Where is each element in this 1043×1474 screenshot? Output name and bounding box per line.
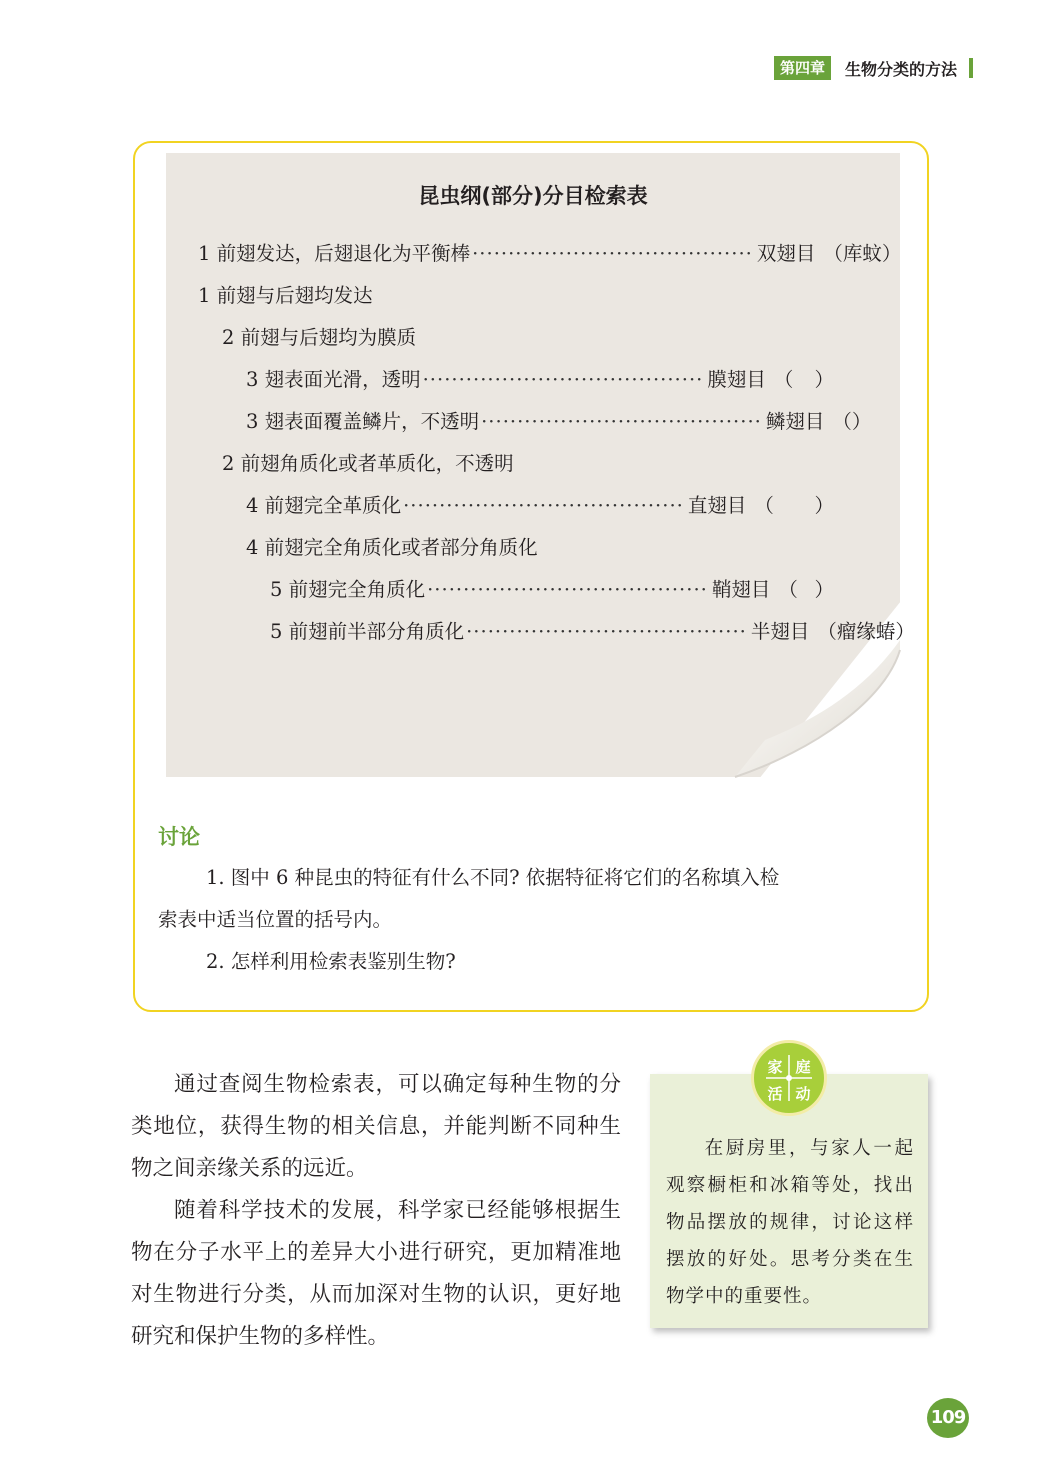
key-row-text: 5 前翅前半部分角质化 bbox=[270, 620, 465, 643]
key-row-fill: 瘤缘蝽 bbox=[836, 620, 896, 643]
key-row-leader: ······································· bbox=[403, 494, 684, 517]
body-text bbox=[131, 1064, 621, 1358]
body-paragraph-2: 随着科学技术的发展，科学家已经能够根据生物在分子水平上的差异大小进行研究，更加精准地对生物进行分类，从而加深对生物的认识，更好地研究和保护生物的多样性。 bbox=[131, 1198, 621, 1349]
chapter-bar bbox=[969, 58, 973, 78]
key-row bbox=[198, 239, 902, 269]
key-row-blank: （ ） bbox=[832, 410, 872, 433]
page-curl-icon bbox=[735, 640, 905, 780]
key-row-blank: （ ） bbox=[754, 494, 834, 517]
key-row-order: 鳞翅目 bbox=[765, 410, 825, 433]
key-row bbox=[246, 365, 834, 395]
badge-char: 家 bbox=[767, 1058, 783, 1076]
key-row bbox=[222, 449, 514, 479]
key-row-text: 5 前翅完全角质化 bbox=[270, 578, 426, 601]
chapter-badge: 第四章 bbox=[774, 56, 831, 80]
key-row-order: 膜翅目 bbox=[707, 368, 766, 391]
key-row-text: 3 翅表面光滑，透明 bbox=[246, 368, 421, 391]
key-row-leader: ······································· bbox=[427, 578, 708, 601]
key-row-leader: ······································· bbox=[481, 410, 762, 433]
key-row-blank: （ ） bbox=[778, 578, 834, 601]
key-row-text: 4 前翅完全革质化 bbox=[246, 494, 402, 517]
key-row-blank: （ 库蚊 ） bbox=[823, 239, 901, 269]
discussion-question-1-cont: 索表中适当位置的括号内。 bbox=[158, 908, 393, 931]
key-row-text: 3 翅表面覆盖鳞片，不透明 bbox=[246, 410, 480, 433]
key-row-fill: 库蚊 bbox=[842, 242, 882, 265]
chapter-header bbox=[774, 56, 973, 80]
key-row bbox=[270, 575, 834, 605]
badge-char: 庭 bbox=[795, 1058, 811, 1076]
key-row-order: 鞘翅目 bbox=[711, 578, 771, 601]
chapter-title: 生物分类的方法 bbox=[844, 59, 957, 79]
key-row-leader: ······································· bbox=[466, 620, 747, 643]
key-row bbox=[270, 617, 915, 647]
key-row bbox=[198, 281, 373, 311]
badge-char: 活 bbox=[767, 1085, 783, 1103]
key-row bbox=[246, 491, 834, 521]
key-row-text: 2 前翅与后翅均为膜质 bbox=[222, 326, 417, 349]
key-row-text: 1 前翅发达，后翅退化为平衡棒 bbox=[198, 242, 471, 265]
key-row-blank: （ 瘤缘蝽 ） bbox=[817, 617, 915, 647]
page-number: 109 bbox=[927, 1398, 969, 1438]
home-activity-text: 在厨房里，与家人一起观察橱柜和冰箱等处，找出物品摆放的规律，讨论这样摆放的好处。思考分类在生物学中的重要性。 bbox=[666, 1138, 914, 1307]
discussion-title: 讨论 bbox=[158, 825, 200, 849]
key-row-order: 半翅目 bbox=[750, 620, 810, 643]
discussion-question-2: 2. 怎样利用检索表鉴别生物? bbox=[206, 950, 456, 973]
key-row bbox=[246, 533, 538, 563]
badge-char: 动 bbox=[795, 1085, 811, 1103]
key-row-text: 1 前翅与后翅均发达 bbox=[198, 284, 373, 307]
key-row-leader: ······································· bbox=[472, 242, 753, 265]
key-row-order: 双翅目 bbox=[756, 242, 816, 265]
key-row-text: 4 前翅完全角质化或者部分角质化 bbox=[246, 536, 538, 559]
discussion-question-1: 1. 图中 6 种昆虫的特征有什么不同? 依据特征将它们的名称填入检 bbox=[206, 866, 780, 889]
body-paragraph-1: 通过查阅生物检索表，可以确定每种生物的分类地位，获得生物的相关信息，并能判断不同种生物之间亲缘关系的远近。 bbox=[131, 1072, 621, 1181]
key-row-text: 2 前翅角质化或者革质化，不透明 bbox=[222, 452, 514, 475]
key-title: 昆虫纲(部分)分目检索表 bbox=[418, 184, 648, 208]
key-row bbox=[246, 407, 872, 437]
key-row-leader: ······································· bbox=[422, 368, 704, 391]
key-row-blank: （ ） bbox=[773, 368, 834, 391]
home-activity-badge bbox=[751, 1040, 827, 1116]
key-row bbox=[222, 323, 416, 353]
key-row-order: 直翅目 bbox=[687, 494, 747, 517]
